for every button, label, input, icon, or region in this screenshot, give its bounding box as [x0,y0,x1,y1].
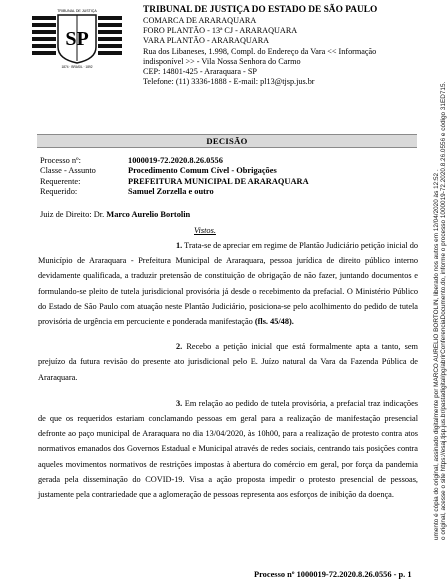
paragraph-text: Em relação ao pedido de tutela provisória, a prefacial traz indicações de que os requeridos estariam conclamando pessoas em geral para a realização de manifestação presencial defronte ao paço municipal de Araraquara no dia 13/04/2020, às 10h00, para a realização de protesto contra atos normativos emanados dos Governos Estadual e Municipal através de redes sociais, centrando tais posições contra aqueles movimentos normativos de restrições impostas à abertura do comércio em geral, por força da pandemia gerada pela disseminação do COVID-19. Visa a ação proposta impedir o protesto presencial de pessoas, justamente pela contrariedade que a aglomeração de pessoas representa aos esforços de inibição da doença. [38,398,418,500]
signature-text [433,82,448,540]
case-info [40,156,309,197]
phone-email: Telefone: (11) 3336-1888 - E-mail: pl13@tjsp.jus.br [143,77,315,87]
paragraph-3 [38,396,418,502]
case-value: Samuel Zorzella e outro [128,186,214,196]
logo-caption: TRIBUNAL DE JUSTIÇA [57,9,97,13]
logo-year: 1874 · BRASIL · 1892 [61,65,93,69]
paragraph-number: 2. [176,342,183,352]
logo-sp: SP [65,28,89,50]
foro: FORO PLANTÃO - 13ª CJ - ARARAQUARA [143,26,298,36]
page-footer: Processo nº 1000019-72.2020.8.26.0556 - p. 1 [254,570,412,579]
vistos-heading: Vistos. [194,226,216,235]
signature-line-1: umento é cópia do original, assinado digitalmente por MARCO AURELIO BORTOLIN, liberado nos autos em 12/04/2020 às 12:52 . [433,169,440,540]
paragraph-1 [38,238,418,329]
decision-body [38,238,418,512]
judge-line [40,210,190,220]
cep: CEP: 14801-425 - Araraquara - SP [143,67,257,77]
case-row-class [40,166,309,176]
case-value: Procedimento Comum Cível - Obrigações [128,166,277,176]
tjsp-logo [30,7,124,69]
paragraph-text: Recebo a petição inicial que está formalmente apta a tanto, sem prejuízo da futura revisão do presente ato jurisdicional pelo E. Juízo natural da Vara da Fazenda Pública de Araraquara. [38,342,418,382]
signature-line-2: o original, acesse o site https://esaj.tjsp.jus.br/pastadigital/pg/abrirConferenciaDocumento.do, informe o processo 1000019-72.2020.8.26.0556 e código 31ED715. [440,81,448,540]
vara: VARA PLANTÃO - ARARAQUARA [143,36,270,46]
case-label: Requerido: [40,186,78,196]
court-header [143,5,433,87]
case-row-defendant [40,187,309,197]
paragraph-tail: (fls. 45/48). [254,317,294,327]
comarca: COMARCA DE ARARAQUARA [143,16,257,25]
case-label: Requerente: [40,176,81,186]
paragraph-2 [38,339,418,385]
case-label: Classe - Assunto [40,166,96,176]
address-line-2: indisponível >> - Vila Nossa Senhora do Carmo [143,56,301,66]
case-row-process [40,156,309,166]
paragraph-number: 3. [176,398,183,408]
decision-title-bar: DECISÃO [37,134,417,148]
case-label: Processo nº: [40,156,81,165]
digital-signature-stamp [422,0,448,580]
case-row-plaintiff [40,177,309,187]
paragraph-text: Trata-se de apreciar em regime de Plantão Judiciário petição inicial do Município de Araraquara - Prefeitura Municipal de Araraquara, pessoa jurídica de direito público interno devidamente qualificada, a traduzir pretensão de constituição de obrigação de não fazer, juntando documentos e formulando-se pleito de tutela jurisdicional provisória já desde o recebimento da prefacial. O Ministério Público do Estado de São Paulo com atuação neste Plantão Judiciário, posiciona-se pelo acolhimento do pedido de tutela provisória de urgência em percuciente e ponderada manifestação [38,241,418,327]
case-value: 1000019-72.2020.8.26.0556 [128,156,223,165]
address-line-1: Rua dos Libaneses, 1.998, Compl. do Endereço da Vara << Informação [143,46,377,56]
court-name: TRIBUNAL DE JUSTIÇA DO ESTADO DE SÃO PAULO [143,5,378,15]
case-value: PREFEITURA MUNICIPAL DE ARARAQUARA [128,176,309,186]
judge-name: Marco Aurelio Bortolin [106,210,191,219]
paragraph-number: 1. [176,241,183,250]
judge-label: Juiz de Direito: Dr. [40,210,107,219]
